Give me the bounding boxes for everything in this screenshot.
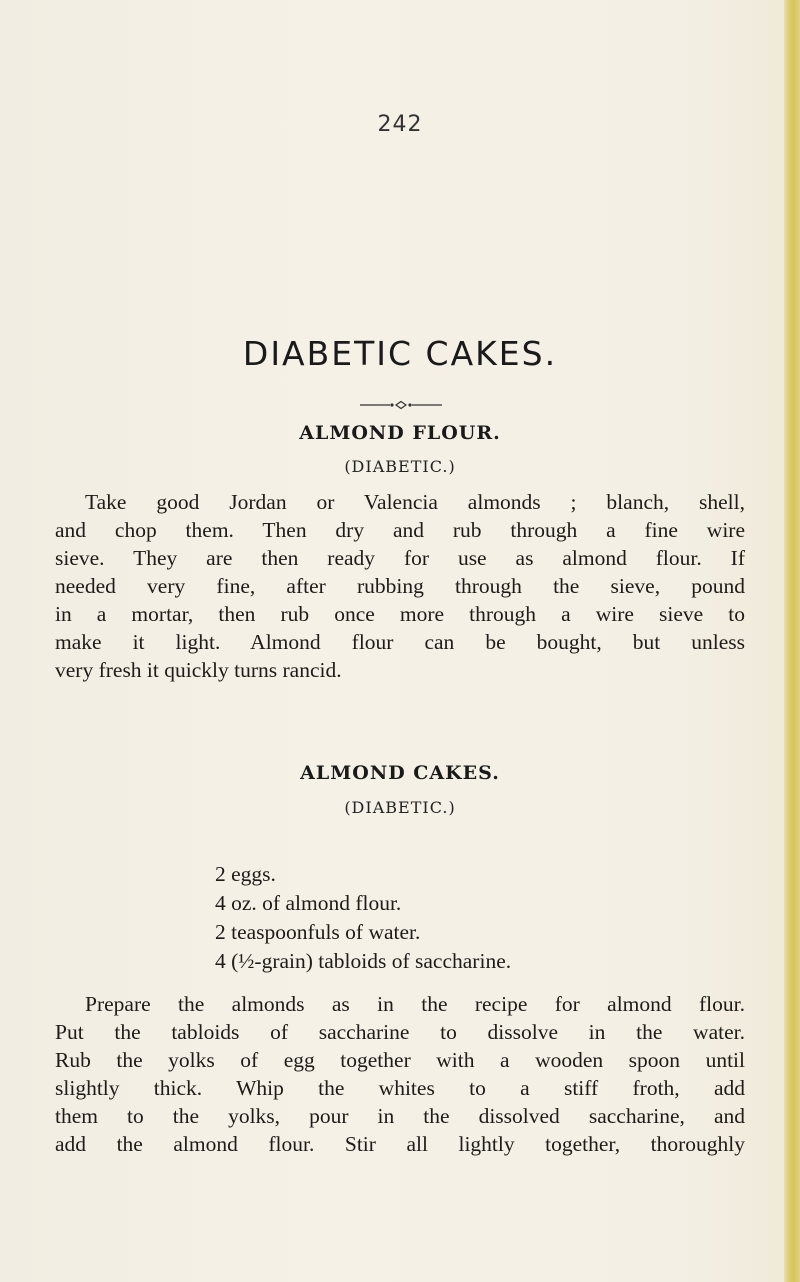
section-subheading-diabetic: (DIABETIC.) [344,798,456,817]
paragraph-line: very fresh it quickly turns rancid. [55,658,342,682]
paragraph-line: and chop them. Then dry and rub through a fine wire [55,518,745,542]
section-heading-almond-flour: ALMOND FLOUR. [299,422,501,444]
section-subheading-diabetic: (DIABETIC.) [344,457,456,476]
paragraph-line: slightly thick. Whip the whites to a stiff froth, add [55,1076,745,1100]
paragraph-almond-cakes [55,990,745,1158]
ingredient-item: 2 eggs. [215,862,276,886]
paragraph-line: make it light. Almond flour can be bought, but unless [55,630,745,654]
paragraph-line: Rub the yolks of egg together with a wooden spoon until [55,1048,745,1072]
paragraph-line: Prepare the almonds as in the recipe for almond flour. [85,992,745,1016]
chapter-title: DIABETIC CAKES. [242,334,558,373]
paragraph-line: them to the yolks, pour in the dissolved saccharine, and [55,1104,745,1128]
paragraph-line: needed very fine, after rubbing through the sieve, pound [55,574,745,598]
page-edge [784,0,800,1282]
page-number: 242 [377,112,423,137]
ingredient-list [215,860,511,976]
paragraph-line: in a mortar, then rub once more through a wire sieve to [55,602,745,626]
paragraph-line: sieve. They are then ready for use as almond flour. If [55,546,745,570]
divider-ornament-icon [360,400,442,410]
paragraph-almond-flour [55,488,745,684]
ingredient-item: 4 (½-grain) tabloids of saccharine. [215,949,512,973]
section-heading-almond-cakes: ALMOND CAKES. [300,762,500,784]
ingredient-item: 4 oz. of almond flour. [215,891,402,915]
paragraph-line: add the almond flour. Stir all lightly together, thoroughly [55,1132,745,1156]
paragraph-line: Take good Jordan or Valencia almonds ; blanch, shell, [85,490,745,514]
paragraph-line: Put the tabloids of saccharine to dissolve in the water. [55,1020,745,1044]
ingredient-item: 2 teaspoonfuls of water. [215,920,421,944]
